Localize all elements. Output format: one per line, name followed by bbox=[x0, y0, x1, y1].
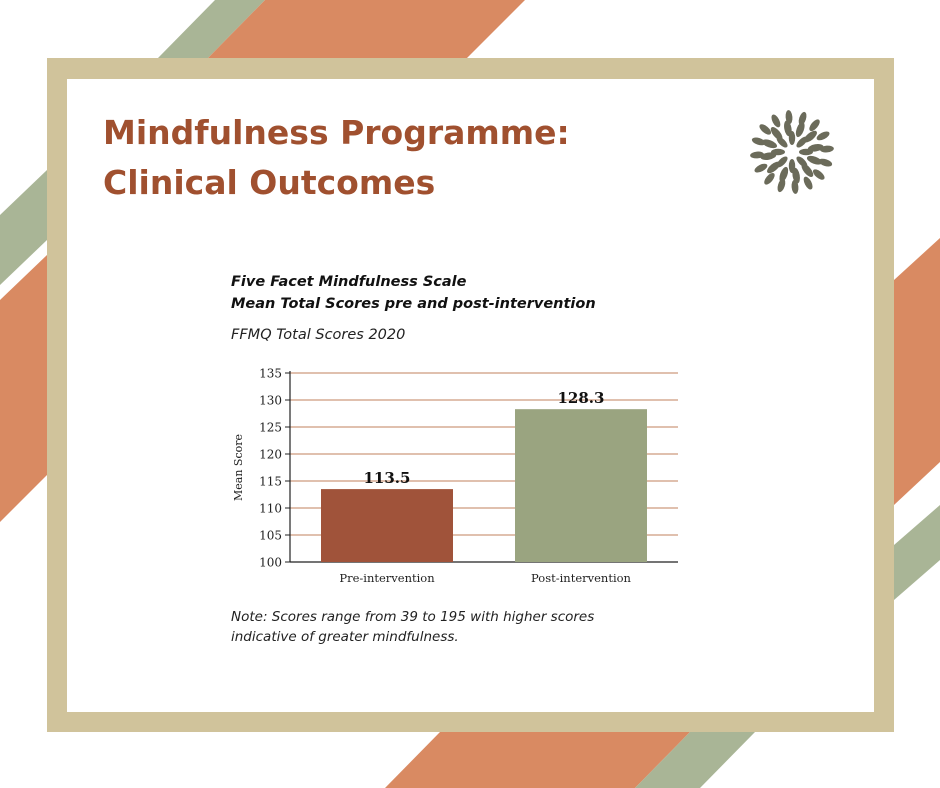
logo-leaf bbox=[751, 136, 766, 147]
y-axis-label: Mean Score bbox=[232, 434, 245, 501]
logo-leaf bbox=[802, 175, 814, 191]
logo-leaf bbox=[818, 157, 833, 168]
leaf-ring-logo-icon bbox=[748, 108, 836, 196]
page-title bbox=[103, 108, 663, 208]
y-tick-label: 100 bbox=[259, 555, 282, 570]
logo-leaf bbox=[753, 162, 769, 174]
logo-leaf bbox=[807, 118, 821, 133]
y-tick-label: 130 bbox=[259, 393, 282, 408]
y-tick-label: 125 bbox=[259, 420, 282, 435]
logo-leaf bbox=[815, 130, 831, 142]
bar-chart bbox=[220, 355, 700, 600]
stripe-orange-left bbox=[0, 255, 47, 522]
x-tick-label: Post-intervention bbox=[531, 571, 631, 585]
chart-title bbox=[231, 271, 691, 315]
y-tick-label: 135 bbox=[259, 366, 282, 381]
bar-post-intervention bbox=[515, 409, 647, 562]
stripe-green-right bbox=[894, 505, 940, 600]
chart-note-line-1: Note: Scores range from 39 to 195 with higher scores bbox=[231, 609, 595, 625]
x-tick-label: Pre-intervention bbox=[339, 571, 435, 585]
logo-leaf bbox=[758, 122, 773, 136]
stripe-orange-right bbox=[894, 238, 940, 505]
logo-leaf bbox=[797, 111, 808, 126]
bar-value-label: 113.5 bbox=[363, 469, 411, 488]
page-title-line-2: Clinical Outcomes bbox=[103, 163, 436, 202]
chart-note bbox=[231, 607, 671, 647]
y-tick-label: 120 bbox=[259, 447, 282, 462]
logo-leaf bbox=[776, 178, 787, 193]
y-tick-label: 105 bbox=[259, 528, 282, 543]
chart-title-line-1: Five Facet Mindfulness Scale bbox=[231, 274, 467, 290]
page-title-line-1: Mindfulness Programme: bbox=[103, 113, 570, 152]
chart-subtitle: FFMQ Total Scores 2020 bbox=[231, 327, 406, 343]
bar-value-label: 128.3 bbox=[557, 389, 605, 408]
chart-title-line-2: Mean Total Scores pre and post-intervention bbox=[231, 296, 596, 312]
logo-leaf bbox=[770, 113, 782, 129]
bar-pre-intervention bbox=[321, 489, 453, 562]
y-tick-label: 115 bbox=[259, 474, 282, 489]
chart-note-line-2: indicative of greater mindfulness. bbox=[231, 629, 459, 645]
y-tick-label: 110 bbox=[259, 501, 282, 516]
logo-leaf bbox=[811, 167, 826, 181]
logo-leaf bbox=[762, 171, 776, 186]
